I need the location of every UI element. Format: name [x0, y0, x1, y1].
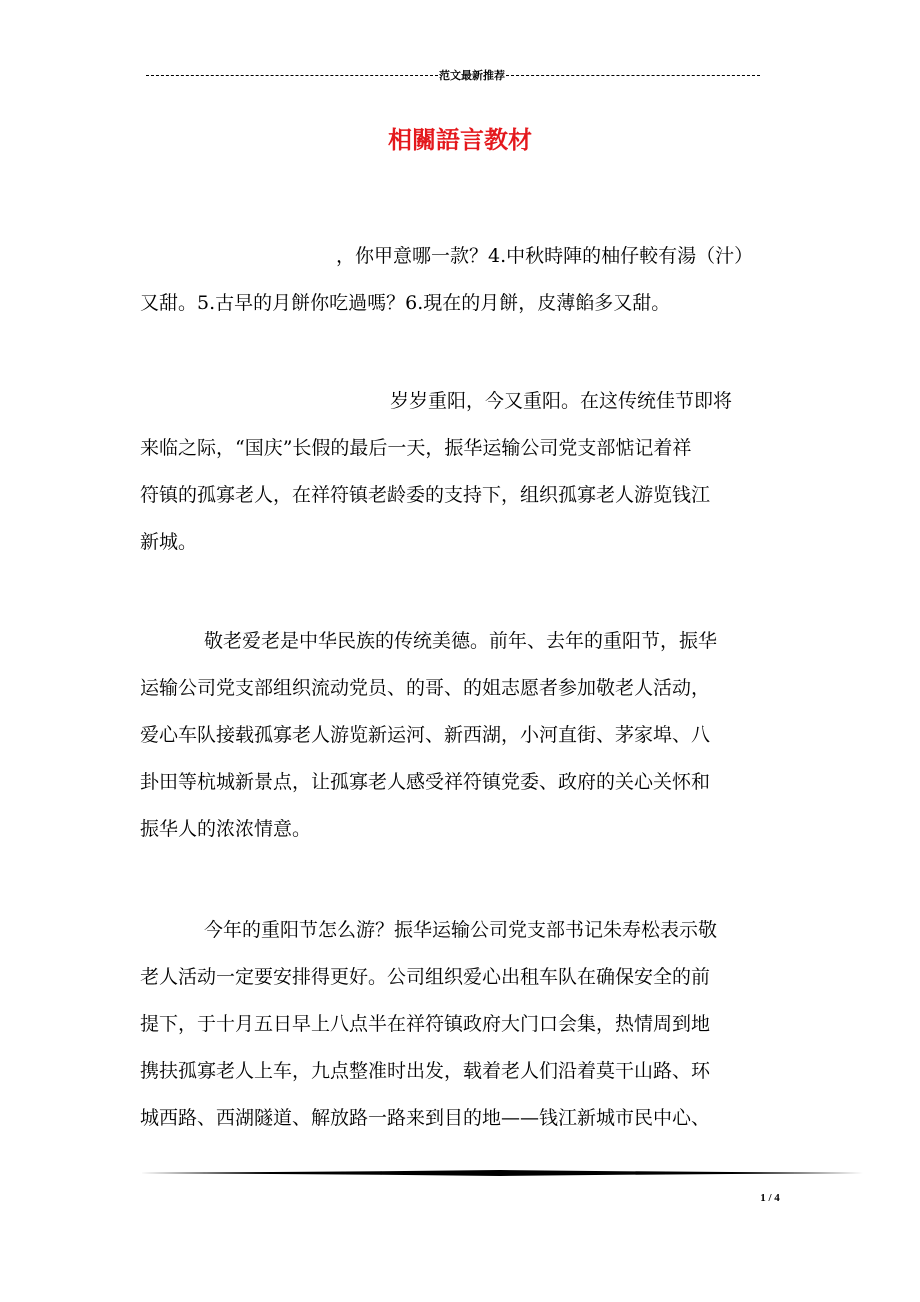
paragraph-line: 携扶孤寡老人上车，九点整准时出发，载着老人们沿着莫干山路、环 [140, 1060, 711, 1082]
paragraph-line: 卦田等杭城新景点，让孤寡老人感受祥符镇党委、政府的关心关怀和 [140, 771, 711, 793]
paragraph-line: 新城。 [140, 531, 198, 553]
page-number: 1 / 4 [760, 1192, 780, 1204]
paragraph-line: 城西路、西湖隧道、解放路一路来到目的地——钱江新城市民中心、 [140, 1107, 711, 1129]
header-dash-right [506, 75, 760, 77]
paragraph-line: 来临之际，“国庆”长假的最后一天，振华运输公司党支部惦记着祥 [140, 437, 692, 459]
paragraph-line: 老人活动一定要安排得更好。公司组织爱心出租车队在确保安全的前 [140, 966, 711, 988]
paragraph-line: 运输公司党支部组织流动党员、的哥、的姐志愿者参加敬老人活动， [140, 677, 711, 699]
paragraph-line: 提下，于十月五日早上八点半在祥符镇政府大门口会集，热情周到地 [140, 1013, 711, 1035]
header-banner [140, 66, 766, 86]
paragraph-line: 振华人的浓浓情意。 [140, 818, 312, 840]
document-title: 相關語言教材 [388, 125, 532, 154]
paragraph-4 [140, 907, 800, 1142]
paragraph-line: 岁岁重阳，今又重阳。在这传统佳节即将 [390, 390, 733, 412]
paragraph-line: 符镇的孤寡老人，在祥符镇老龄委的支持下，组织孤寡老人游览钱江 [140, 484, 711, 506]
paragraph-2 [140, 378, 800, 566]
paragraph-line: ，你甲意哪一款？4.中秋時陣的柚仔較有湯（汁） [336, 245, 754, 267]
header-dash-left [146, 75, 438, 77]
header-label: 范文最新推荐 [439, 69, 505, 82]
paragraph-line: 敬老爱老是中华民族的传统美德。前年、去年的重阳节，振华 [204, 630, 718, 652]
paragraph-line: 爱心车队接载孤寡老人游览新运河、新西湖，小河直街、茅家埠、八 [140, 724, 711, 746]
paragraph-line: 今年的重阳节怎么游？振华运输公司党支部书记朱寿松表示敬 [204, 919, 718, 941]
footer-rule-shape [140, 1170, 863, 1176]
paragraph-1 [140, 233, 800, 327]
paragraph-3 [140, 618, 800, 853]
footer-rule [140, 1170, 863, 1176]
paragraph-line: 又甜。5.古早的月餅你吃過嗎？6.現在的月餅，皮薄餡多又甜。 [140, 292, 671, 314]
